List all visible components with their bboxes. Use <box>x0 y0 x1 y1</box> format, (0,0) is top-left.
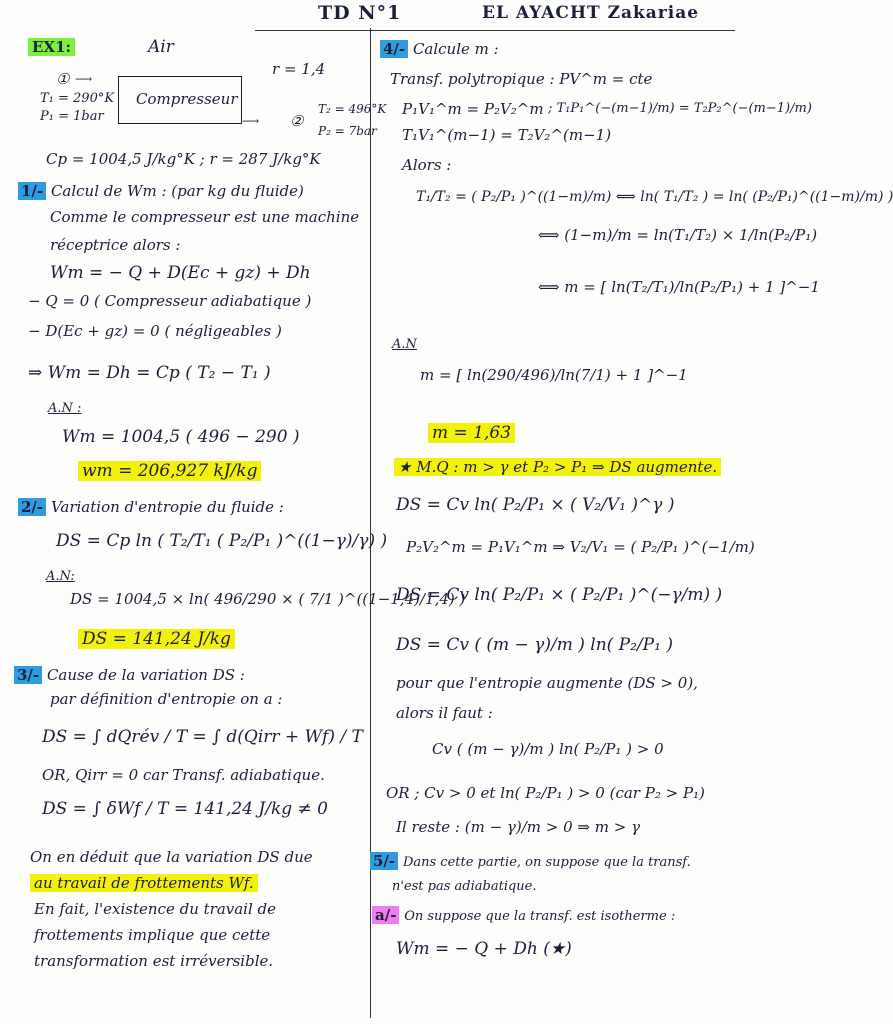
q2-number: 2/- <box>18 498 46 516</box>
polytropic-line: Transf. polytropique : PV^m = cte <box>390 70 653 88</box>
ds-frottement-equation: DS = ∫ δWf / T = 141,24 J/kg ≠ 0 <box>42 799 328 819</box>
poly-eq-4: ⟺ (1−m)/m = ln(T₁/T₂) × 1/ln(P₂/P₁) <box>538 226 818 244</box>
deduction-1: On en déduit que la variation DS due <box>30 848 313 866</box>
gamma-value: r = 1,4 <box>272 60 326 78</box>
entropy-condition-2: alors il faut : <box>396 704 493 722</box>
r6-text: On suppose que la transf. est isotherme : <box>404 909 676 924</box>
outlet-arrow: ⟶ <box>242 114 260 128</box>
wm-equation: Wm = − Q + D(Ec + gz) + Dh <box>50 263 311 283</box>
or-conditions: OR ; Cv > 0 et ln( P₂/P₁ ) > 0 (car P₂ > P₁) <box>386 784 705 802</box>
q3-title: Cause de la variation DS : <box>46 666 245 684</box>
ds-equation: DS = Cp ln ( T₂/T₁ ( P₂/P₁ )^((1−γ)/γ) ) <box>56 531 388 551</box>
an-label-2: A.N: <box>46 569 75 584</box>
poly-eq-3: T₁/T₂ = ( P₂/P₁ )^((1−m)/m) ⟺ ln( T₁/T₂ ) = ln( (P₂/P₁)^((1−m)/m) ) <box>416 189 893 205</box>
deduction-4: frottements implique que cette <box>34 926 271 944</box>
ds-cv-equation-1: DS = Cv ln( P₂/P₁ × ( V₂/V₁ )^γ ) <box>396 495 675 515</box>
poly-eq-1b: ; T₁P₁^(−(m−1)/m) = T₂P₂^(−(m−1)/m) <box>548 101 812 116</box>
outlet-pressure: P₂ = 7bar <box>318 124 377 138</box>
r5-text-2: n'est pas adiabatique. <box>392 879 537 894</box>
result-m: m = 1,63 <box>428 423 515 443</box>
q3-number: 3/- <box>14 666 42 684</box>
inequality: Cv ( (m − γ)/m ) ln( P₂/P₁ ) > 0 <box>432 740 664 758</box>
r6-number: a/- <box>372 906 399 924</box>
mq-note: ★ M.Q : m > γ et P₂ > P₁ ⇒ DS augmente. <box>394 458 721 476</box>
deduction-5: transformation est irréversible. <box>34 952 274 970</box>
r1-number: 4/- <box>380 40 408 58</box>
an-equation-3: m = [ ln(290/496)/ln(7/1) + 1 ]^−1 <box>420 366 688 384</box>
ds-cv-equation-3: DS = Cv ln( P₂/P₁ × ( P₂/P₁ )^(−γ/m) ) <box>396 585 723 605</box>
an-equation-1: Wm = 1004,5 ( 496 − 290 ) <box>62 427 300 447</box>
compressor-label: Compresseur <box>136 90 238 108</box>
exercise-label: EX1: <box>28 38 75 56</box>
result-wm: wm = 206,927 kJ/kg <box>78 461 261 481</box>
ds-cv-equation-4: DS = Cv ( (m − γ)/m ) ln( P₂/P₁ ) <box>396 635 673 655</box>
header-rule <box>255 30 735 31</box>
q3-text-1: par définition d'entropie on a : <box>50 690 283 708</box>
r1-title: Calcule m : <box>412 40 499 58</box>
q2-title: Variation d'entropie du fluide : <box>50 498 284 516</box>
r5-number: 5/- <box>370 852 398 870</box>
wm-isotherm-equation: Wm = − Q + Dh (★) <box>396 939 572 959</box>
constants-line: Cp = 1004,5 J/kg°K ; r = 287 J/kg°K <box>46 150 321 168</box>
deduction-3: En fait, l'existence du travail de <box>34 900 277 918</box>
entropy-condition-1: pour que l'entropie augmente (DS > 0), <box>396 674 698 692</box>
q1-number: 1/- <box>18 182 46 200</box>
inlet-temperature: T₁ = 290°K <box>40 91 115 106</box>
an-label-1: A.N : <box>48 401 82 416</box>
page-title: TD N°1 <box>318 2 402 24</box>
poly-eq-1: P₁V₁^m = P₂V₂^m <box>402 100 544 118</box>
fluid-label: Air <box>148 37 174 57</box>
poly-eq-2: T₁V₁^(m−1) = T₂V₂^(m−1) <box>402 126 612 144</box>
il-reste-line: Il reste : (m − γ)/m > 0 ⇒ m > γ <box>396 818 641 836</box>
alors-label: Alors : <box>402 156 452 174</box>
or-adiabatic: OR, Qirr = 0 car Transf. adiabatique. <box>42 766 325 784</box>
result-ds: DS = 141,24 J/kg <box>78 629 235 649</box>
inlet-point: ① <box>56 70 70 88</box>
ds-integral-equation: DS = ∫ dQrév / T = ∫ d(Qirr + Wf) / T <box>42 727 363 747</box>
ds-cv-equation-2: P₂V₂^m = P₁V₁^m ⇒ V₂/V₁ = ( P₂/P₁ )^(−1/m) <box>406 538 755 556</box>
q1-text-2: réceptrice alors : <box>50 236 181 254</box>
inlet-arrow: ⟶ <box>75 72 93 86</box>
q1-title: Calcul de Wm : (par kg du fluide) <box>50 182 304 200</box>
deduction-2: au travail de frottements Wf. <box>30 874 258 892</box>
condition-2: − D(Ec + gz) = 0 ( négligeables ) <box>28 322 282 340</box>
author-name: EL AYACHT Zakariae <box>482 3 700 23</box>
poly-eq-5: ⟺ m = [ ln(T₂/T₁)/ln(P₂/P₁) + 1 ]^−1 <box>538 278 820 296</box>
outlet-temperature: T₂ = 496°K <box>318 102 387 116</box>
condition-1: − Q = 0 ( Compresseur adiabatique ) <box>28 292 312 310</box>
an-label-3: A.N <box>392 337 417 352</box>
outlet-point: ② <box>290 112 304 130</box>
inlet-pressure: P₁ = 1bar <box>40 109 104 124</box>
an-equation-2: DS = 1004,5 × ln( 496/290 × ( 7/1 )^((1−1,4)/1,4) ) <box>70 590 466 608</box>
q1-text-1: Comme le compresseur est une machine <box>50 208 360 226</box>
r5-text-1: Dans cette partie, on suppose que la transf. <box>402 855 691 870</box>
wm-equation-2: ⇒ Wm = Dh = Cp ( T₂ − T₁ ) <box>28 363 271 383</box>
